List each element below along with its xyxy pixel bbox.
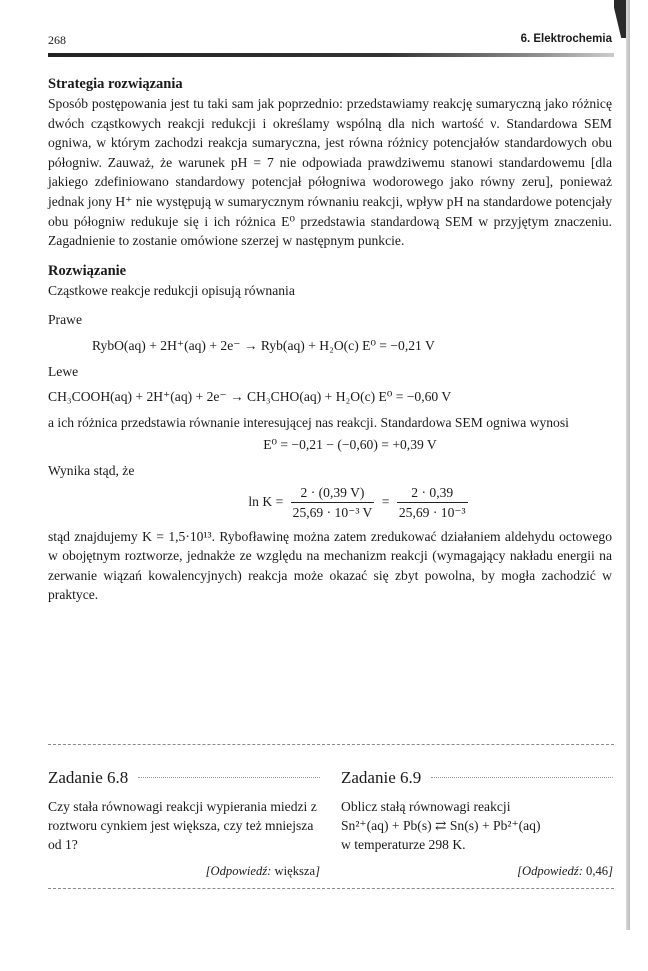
chapter-title: 6. Elektrochemia: [520, 33, 612, 45]
fraction-2-numerator: 2 · 0,39: [397, 483, 468, 504]
exercise-6-9-line2: Sn²⁺(aq) + Pb(s) ⇄ Sn(s) + Pb²⁺(aq): [341, 818, 541, 833]
exercise-6-9-line1: Oblicz stałą równowagi reakcji: [341, 799, 511, 814]
page-header: [48, 33, 612, 53]
section-divider: [48, 744, 614, 745]
left-label: Lewe: [48, 363, 79, 379]
difference-text: a ich różnica przedstawia równanie interesującej nas reakcji. Standardowa SEM ogniwa wynosi: [48, 414, 569, 430]
lnk-equation: [48, 483, 612, 523]
exercise-6-9-line3: w temperaturze 298 K.: [341, 837, 466, 852]
fraction-1: [291, 483, 375, 523]
exercise-6-8-answer: [Odpowiedź: większa]: [205, 864, 320, 878]
left-equation: CH₃COOH(aq) + 2H⁺(aq) + 2e⁻ → CH₃CHO(aq) + H₂O(c) E⁰ = −0,60 V: [48, 389, 452, 405]
answer-value: 0,46: [586, 864, 609, 878]
exercise-6-9-answer: [Odpowiedź: 0,46]: [517, 864, 613, 878]
answer-label: Odpowiedź:: [210, 864, 272, 878]
main-content: [48, 74, 612, 605]
exercise-6-8-text: Czy stała równowagi reakcji wypierania miedzi z roztworu cynkiem jest większa, czy też mniejsza od 1?: [48, 799, 317, 852]
solution-intro: Cząstkowe reakcje redukcji opisują równania: [48, 282, 295, 298]
conclusion-text: stąd znajdujemy K = 1,5·10¹³. Rybofławinę można zatem zredukować działaniem aldehydu octowego w obojętnym roztworze, jednakże ze względu na mechanizm reakcji (wymagający nakładu energii na zerwanie wiązań kowalencyjnych) reakcja może okazać się zbyt powolna, by mogła zachodzić w praktyce.: [48, 528, 612, 603]
fraction-2: [397, 483, 468, 523]
equals-sign: =: [381, 493, 390, 509]
page-edge: [626, 0, 630, 930]
right-equation: RybO(aq) + 2H⁺(aq) + 2e⁻ → Ryb(aq) + H₂O(c) E⁰ = −0,21 V: [92, 337, 435, 353]
strategy-title: Strategia rozwiązania: [48, 76, 183, 92]
exercise-6-9-title: Zadanie 6.9: [341, 768, 613, 787]
exercise-6-9: [341, 768, 613, 881]
strategy-text: Sposób postępowania jest tu taki sam jak poprzednio: przedstawiamy reakcję sumaryczną jako różnicę dwóch cząstkowych reakcji redukcji i określamy wspólną dla nich wartość ν. Standardowa SEM ogniwa, w którym zachodzi reakcja sumaryczna, jest równa różnicy potencjałów standardowych obu półogniw. Zauważ, że warunek pH = 7 nie odpowiada prawdziwemu stanowi standardowemu [dla jakiego zdefiniowano standardowy potencjał półogniwa wodorowego jako równy zeru], ponieważ jednak jony H⁺ nie występują w sumarycznym równaniu reakcji, wpływ pH na standardowe potencjały obu półogniw redukuje się i ich różnica E⁰ przedstawia standardową SEM w przyjętym znaczeniu. Zagadnienie to zostanie omówione szerzej w następnym punkcie.: [48, 96, 612, 249]
page-number: 268: [48, 33, 66, 47]
exercise-6-8: [48, 768, 320, 881]
bottom-divider: [48, 888, 614, 889]
right-label: Prawe: [48, 312, 82, 328]
lnk-lhs: ln K =: [248, 493, 284, 509]
solution-title: Rozwiązanie: [48, 262, 127, 279]
answer-label: Odpowiedź:: [522, 864, 583, 878]
fraction-1-numerator: 2 · (0,39 V): [291, 483, 375, 504]
hence-text: Wynika stąd, że: [48, 462, 135, 478]
emf-equation: E⁰ = −0,21 − (−0,60) = +0,39 V: [263, 437, 437, 453]
fraction-2-denominator: 25,69 · 10⁻³: [398, 505, 466, 521]
header-rule: [48, 53, 614, 57]
corner-mark: [614, 0, 626, 38]
answer-value: większa: [274, 864, 316, 878]
exercise-6-8-title: Zadanie 6.8: [48, 768, 320, 787]
fraction-1-denominator: 25,69 · 10⁻³ V: [292, 505, 373, 521]
